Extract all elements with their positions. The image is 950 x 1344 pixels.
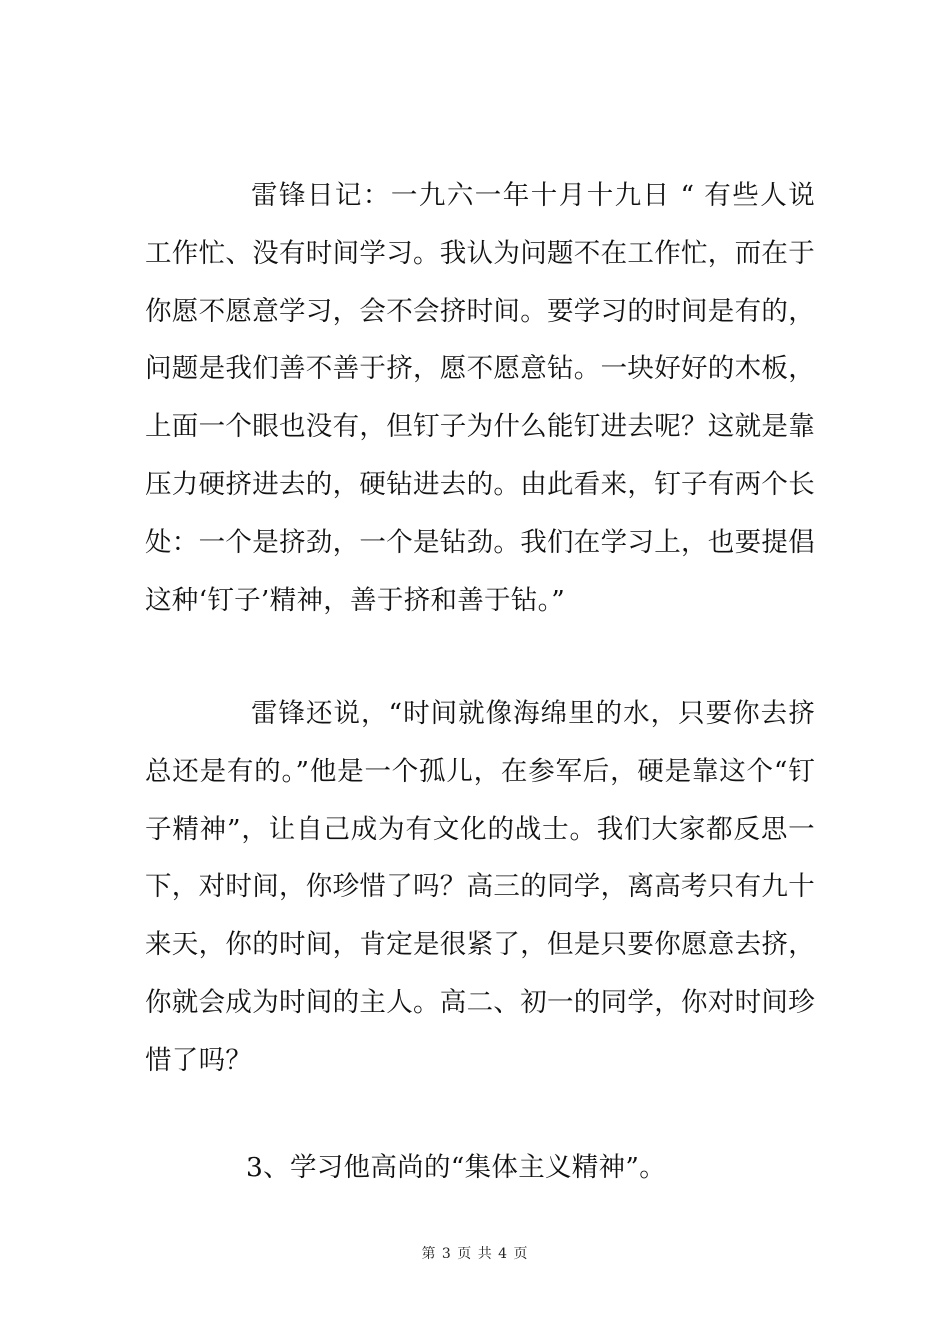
paragraph-time-sponge: 雷锋还说，“时间就像海绵里的水，只要你去挤总还是有的。”他是一个孤儿，在参军后，硬是靠这个“钉子精神”，让自己成为有文化的战士。我们大家都反思一下，对时间，你珍惜了吗？高三的同学，离高考只有九十来天，你的时间，肯定是很紧了，但是只要你愿意去挤，你就会成为时间的主人。高二、初一的同学，你对时间珍惜了吗？ <box>145 698 815 1076</box>
page-number-label: 第 3 页 共 4 页 <box>421 1246 529 1262</box>
paragraph-collectivism-heading: 3、学习他高尚的“集体主义精神”。 <box>246 1152 667 1183</box>
page-footer <box>0 1243 950 1263</box>
paragraph-lei-feng-diary: 雷锋日记：一九六一年十月十九日 “ 有些人说工作忙、没有时间学习。我认为问题不在工作忙，而在于你愿不愿意学习，会不会挤时间。要学习的时间是有的，问题是我们善不善于挤，愿不愿意钻。一块好好的木板，上面一个眼也没有，但钉子为什么能钉进去呢？这就是靠压力硬挤进去的，硬钻进去的。由此看来，钉子有两个长处：一个是挤劲，一个是钻劲。我们在学习上，也要提倡这种‘钉子’精神，善于挤和善于钻。” <box>145 180 815 616</box>
